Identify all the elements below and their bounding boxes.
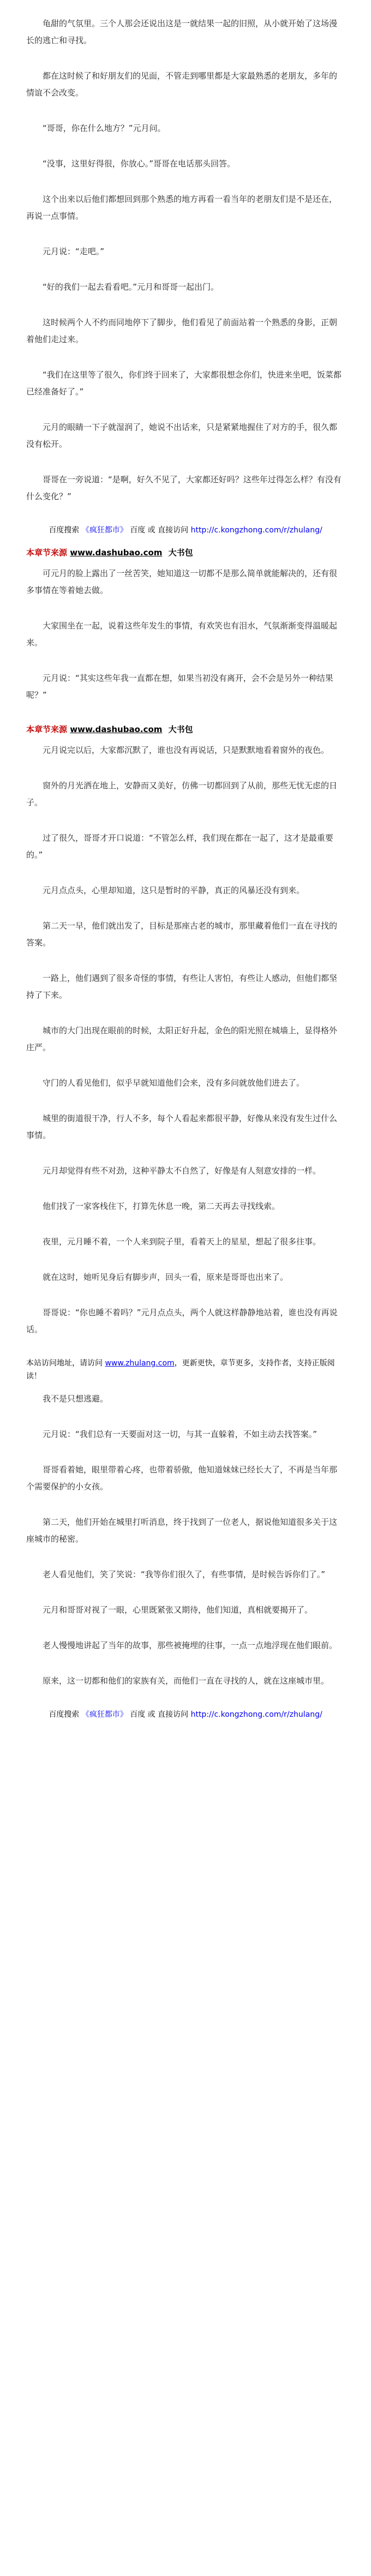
- chapter-body-part-c: [26, 742, 345, 1338]
- paragraph: 元月和哥哥对视了一眼，心里既紧张又期待，他们知道，真相就要揭开了。: [43, 1605, 313, 1615]
- promo-url-link[interactable]: http://c.kongzhong.com/r/zhulang/: [190, 1710, 322, 1719]
- paragraph: 大家围坐在一起，说着这些年发生的事情，有欢笑也有泪水，气氛渐渐变得温暖起来。: [26, 621, 338, 648]
- paragraph: “哥哥，你在什么地方？”元月问。: [43, 123, 166, 133]
- paragraph: 他们找了一家客栈住下，打算先休息一晚，第二天再去寻找线索。: [43, 1201, 280, 1211]
- promo-url-link[interactable]: http://c.kongzhong.com/r/zhulang/: [190, 526, 322, 535]
- promo-text: 百度搜索: [49, 1710, 82, 1719]
- paragraph: 就在这时，她听见身后有脚步声，回头一看，原来是哥哥也出来了。: [43, 1272, 289, 1282]
- paragraph: 第二天一早，他们就出发了，目标是那座古老的城市，那里藏着他们一直在寻找的答案。: [26, 921, 338, 948]
- source-site-link[interactable]: www.dashubao.com: [70, 548, 163, 558]
- paragraph: 城市的大门出现在眼前的时候，太阳正好升起，金色的阳光照在城墙上，显得格外庄严。: [26, 1026, 338, 1052]
- site-url-link[interactable]: www.zhulang.com: [105, 1359, 175, 1368]
- promo-line: [26, 1708, 345, 1721]
- notice-text: ，更新更快，章节更多，支持作者，支持正版阅读！: [26, 1359, 335, 1381]
- source-brand: 大书包: [168, 724, 193, 734]
- promo-book-link[interactable]: 《疯狂都市》: [81, 526, 128, 535]
- site-notice: [26, 1357, 345, 1383]
- paragraph: 老人慢慢地讲起了当年的故事，那些被掩埋的往事，一点一点地浮现在他们眼前。: [43, 1640, 338, 1650]
- paragraph: 窗外的月光洒在地上，安静而又美好，仿佛一切都回到了从前，那些无忧无虑的日子。: [26, 781, 338, 807]
- paragraph: 这时候两个人不约而同地停下了脚步，他们看见了前面站着一个熟悉的身影，正朝着他们走过来。: [26, 317, 338, 344]
- paragraph: 老人看见他们，笑了笑说：“我等你们很久了，有些事情，是时候告诉你们了。”: [43, 1569, 326, 1579]
- chapter-body-part-b: [26, 565, 345, 704]
- paragraph: 夜里，元月睡不着，一个人来到院子里，看着天上的星星，想起了很多往事。: [43, 1237, 321, 1247]
- promo-text: 百度搜索: [49, 526, 82, 535]
- paragraph: 元月说：“我们总有一天要面对这一切，与其一直躲着，不如主动去找答案。”: [43, 1429, 318, 1439]
- paragraph: “我们在这里等了很久，你们终于回来了，大家都很想念你们，快进来坐吧，饭菜都已经准备好了。”: [26, 370, 342, 397]
- paragraph: 都在这时候了和好朋友们的见面，不管走到哪里都是大家最熟悉的老朋友，多年的情谊不会改变。: [26, 71, 338, 98]
- chapter-source: [26, 546, 345, 560]
- paragraph: “好的我们一起去看看吧。”元月和哥哥一起出门。: [43, 282, 219, 292]
- paragraph: 城里的街道很干净，行人不多，每个人看起来都很平静，好像从来没有发生过什么事情。: [26, 1113, 338, 1140]
- paragraph: 元月点点头，心里却知道，这只是暂时的平静，真正的风暴还没有到来。: [43, 885, 305, 895]
- paragraph: 哥哥说：“你也睡不着吗？”元月点点头，两个人就这样静静地站着，谁也没有再说话。: [26, 1308, 338, 1334]
- paragraph: 哥哥在一旁说道：“是啊，好久不见了，大家都还好吗？这些年过得怎么样？有没有什么变化？”: [26, 475, 342, 501]
- promo-text: 百度 或 直接访问: [127, 526, 191, 535]
- paragraph: 元月的眼睛一下子就湿润了，她说不出话来，只是紧紧地握住了对方的手，很久都没有松开。: [26, 422, 338, 449]
- source-label: 本章节来源: [26, 724, 68, 734]
- notice-text: 本站访问地址，请访问: [26, 1359, 105, 1368]
- paragraph: 第二天，他们开始在城里打听消息，终于找到了一位老人，据说他知道很多关于这座城市的秘密。: [26, 1517, 338, 1544]
- source-brand: 大书包: [168, 548, 193, 558]
- chapter-body-part-d: [26, 1391, 345, 1690]
- paragraph: 元月说：“走吧。”: [43, 247, 105, 256]
- paragraph: 我不是只想逃避。: [43, 1394, 109, 1404]
- paragraph: 一路上，他们遇到了很多奇怪的事情，有些让人害怕，有些让人感动，但他们都坚持了下来。: [26, 973, 338, 1000]
- paragraph: 元月却觉得有些不对劲，这种平静太不自然了，好像是有人刻意安排的一样。: [43, 1166, 321, 1176]
- paragraph: 原来，这一切都和他们的家族有关，而他们一直在寻找的人，就在这座城市里。: [43, 1676, 330, 1686]
- chapter-source: [26, 722, 345, 736]
- paragraph: 元月说完以后，大家都沉默了，谁也没有再说话，只是默默地看着窗外的夜色。: [43, 745, 330, 755]
- source-label: 本章节来源: [26, 548, 68, 558]
- promo-book-link[interactable]: 《疯狂都市》: [81, 1710, 128, 1719]
- paragraph: 哥哥看着她，眼里带着心疼，也带着骄傲，他知道妹妹已经长大了，不再是当年那个需要保护的小女孩。: [26, 1465, 338, 1491]
- paragraph: 龟甜的气氛里。三个人那会还说出这是一就结果一起的旧照，从小就开始了这场漫长的逃亡和寻找。: [26, 19, 338, 45]
- paragraph: “没事，这里好得很，你放心。”哥哥在电话那头回答。: [43, 159, 236, 169]
- promo-line: [26, 524, 345, 537]
- paragraph: 守门的人看见他们，似乎早就知道他们会来，没有多问就放他们进去了。: [43, 1078, 305, 1088]
- chapter-body-part-a: [26, 15, 345, 505]
- promo-text: 百度 或 直接访问: [127, 1710, 191, 1719]
- paragraph: 可元月的脸上露出了一丝苦笑，她知道这一切都不是那么简单就能解决的，还有很多事情在等着她去做。: [26, 568, 338, 595]
- source-site-link[interactable]: www.dashubao.com: [70, 724, 163, 734]
- paragraph: 元月说：“其实这些年我一直都在想，如果当初没有离开，会不会是另外一种结果呢？”: [26, 673, 333, 700]
- paragraph: 过了很久，哥哥才开口说道：“不管怎么样，我们现在都在一起了，这才是最重要的。”: [26, 833, 333, 860]
- paragraph: 这个出来以后他们都想回到那个熟悉的地方再看一看当年的老朋友们是不是还在，再说一点事情。: [26, 194, 338, 221]
